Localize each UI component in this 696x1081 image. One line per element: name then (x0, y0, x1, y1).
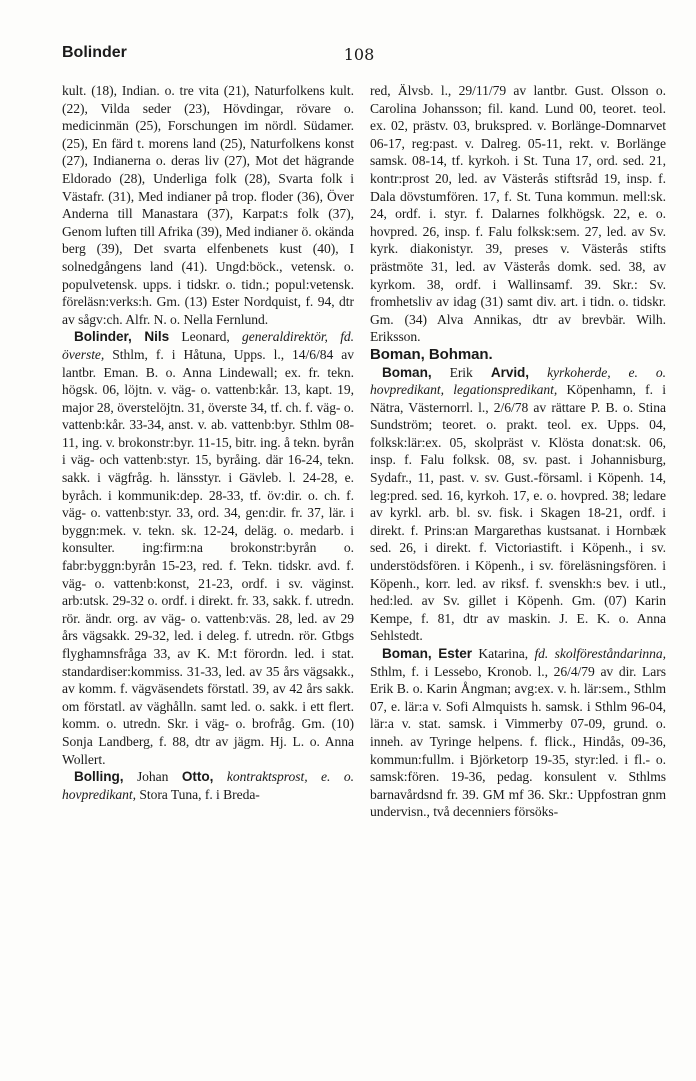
page-header (62, 44, 656, 68)
continued-entry-text: red, Älvsb. l., 29/11/79 av lantbr. Gust. Olsson o. Carolina Johansson; fil. kand. Lund 00, teoret. teol. ex. 02, prästv. 03, brukspred. v. Borlänge-Domnarvet 06-17, reg:past. v. Dalreg. 05-11, rekt. v. Borlänge samsk. 08-14, tf. kyrkoh. i St. Tuna 17, ord. sed. 21, kontr:prost 20, led. av Västerås stiftsråd 19, insp. f. Dala dövstumfören. 17, f. St. Tuna kommun. mell:sk. 24, ordf. i. styr. f. Dalarnes folkhögsk. 22, e. o. hovpred. 26, insp. f. Falu folksk:sem. 27, led. av Sv. kyrk. diakonistyr. 39, preses v. Västerås stifts prästmöte 31, led. av Västerås domk. sed. 38, av kyrkom. 38, ordf. i Wallinsamf. 39. Skr.: Sv. fromhetsliv av idag (31) samt div. art. i tidn. o. tidskr. Gm. (34) Alva Annikas, dtr av brevbär. Wilh. Eriksson. (370, 83, 666, 345)
page-number: 108 (343, 45, 375, 64)
entry-name: Boman, (382, 364, 432, 380)
entry-given-name: Leonard, (181, 329, 230, 345)
entry-name: Bolling, (74, 769, 124, 785)
entry-bolling-otto (62, 768, 354, 803)
entry-name: Boman, Ester (382, 646, 473, 661)
continued-entry-text: kult. (18), Indian. o. tre vita (21), Naturfolkens kult. (22), Vilda seder (23), Hövdingar, rövare o. medicinmän (25), Forschungen im nördl. Südamer. (25), En färd t. morens land (25), Naturfolkens konst (27), Indianerna o. deras liv (27), Mot det hägrande Eldorado (28), Underliga folk (28), Svarta folk i Västafr. (31), Med indianer på trop. floder (36), Över Anderna till Manastara (37), Karpat:s folk (37), Genom luften till Afrika (39), Med indianer ö. okända berg (39), Det svarta elfenbenets kust (40), I solnedgångens land (41). Ungd:böck., vetensk. o. populvetensk. upps. i tidskr. o. tidn.; popul:vetensk. föreläsn:verks:h. Gm. (13) Ester Nordquist, f. 94, dtr av sågv:ch. Alfr. N. o. Nella Fernlund. (62, 83, 354, 327)
running-head: Bolinder (62, 44, 127, 61)
entry-given-name-bold: Otto, (181, 769, 214, 785)
entry-given-name: Johan (136, 769, 169, 785)
entry-title: kontraktsprost, e. o. hovpredikant, (62, 769, 354, 802)
entry-given-name: Katarina, (478, 646, 529, 661)
entry-text: Stora Tuna, f. i Breda- (139, 786, 260, 802)
entry-title: fd. skolföreståndarinna, (534, 646, 667, 661)
entry-text: Sthlm, f. i Håtuna, Upps. l., 14/6/84 av lantbr. Eman. B. o. Anna Lindewall; ex. fr. tekn. högsk. 06, löjtn. v. väg- o. vattenb:kår. 13, kapt. 19, major 28, överstelöjtn. 31, överste 34, tf. ch. f. väg- o. vattenb:kår. 33-34, anst. v. ab. vattenb:byr. Sthlm 08-11, ing. v. brokonstr:byr. 11-15, bitr. ing. å tekn. byrån i väg- och vattenb:styr. 15, byråing. där 16-24, tekn. sakk. i vägfråg. h. länsstyr. i Gävleb. l. 24-28, e. byråch. i kommunik:dep. 28-33, tf. öv:dir. o. ch. f. väg- o. vattenb:styr. 33, ord. 34, gen:dir. fr. 37, lär. i byggn:mek. v. tekn. sk. 12-24, deläg. o. medarb. i konsulter. ing:firm:na brokonstr:byrån o. fabr:byggn:byrån 15-23, red. f. Tekn. tidskr. avd. f. väg- o. vattenb:konst, 21-23, ordf. i sv. väginst. arb:utsk. 29-32 o. ordf. i direkt. fr. 33, sakk. f. utredn. rör. ändr. org. av väg- o. vattenb:väs. 28, led. av 29 års vägsakk. 29-32, led. i deleg. f. utredn. rör. Gtbgs flyghamnsfråga 33, av K. M:t förordn. led. i stat. standardiser:kommiss. 31-33, led. av 35 års vägsakk., av komm. f. vägväsendets förstatl. 39, av 42 års sakk. om förstatl. av väghålln. samt led. o. sakk. i ett flert. komm. o. utredn. Skr. i väg- o. brofråg. Gm. (10) Sonja Landberg, f. 88, dtr av jägm. Hj. L. o. Anna Wollert. (62, 346, 354, 767)
entry-given-name: Erik (449, 364, 473, 380)
entry-given-name-bold: Arvid, (490, 364, 530, 380)
left-column (62, 82, 354, 803)
entry-text: Köpenhamn, f. i Nätra, Västernorrl. l., 2/6/78 av rättare P. B. o. Stina Sundström; teoret. o. prakt. teol. ex. Upps. 04, folksk:lär:ex. 05, skolpräst v. Klösta donat:sk. 06, insp. f. Falu folksk. 08, sv. past. i Johannisburg, Sydafr., 11, past. v. sv. Gust.-församl. i Köpenh. 14, leg:pred. sed. 16, kyrkoh. 17, e. o. hovpred. 38; ledare av kyrkl. arb. bl. sv. fisk. i Skagen 18-21, ordf. i direkt. f. Prins:an Margarethas kustsanat. i Hornbæk sed. 26, i direkt. f. Victoriastift. i Köpenh., i sv. understödsfören. i Köpenh., i sv. föreläsningsfören. i Köpenh., korr. led. av riksf. f. svenskh:s bev. i utl., hed:led. av Sv. gillet i Köpenh. Gm. (07) Karin Kempe, f. 81, dtr av maskin. J. E. K. o. Anna Sehlstedt. (370, 382, 666, 644)
entry-title: generaldirektör, fd. överste, (62, 329, 355, 362)
entry-name: Bolinder, Nils (74, 329, 170, 345)
entry-text: Sthlm, f. i Lessebo, Kronob. l., 26/4/79 av dir. Lars Erik B. o. Karin Ångman; avg:ex. v. h. lär:sem., Sthlm 07, e. lär:a v. Sofi Almquists h. samsk. i Sthlm 96-04, lär:a v. stat. samsk. i Vimmerby 07-09, grund. o. inneh. av Tyringe helpens. f. flick., Hindås, 09-36, kommun:fullm. i Björketorp 19-35, styr:led. i fl.- o. samsk:fören. 19-36, pedag. konsulent v. Sthlms barnavårdsnd fr. 39. GM mf 36. Skr.: Uppfostran gnm undervisn., två decenniers försöks- (370, 663, 666, 820)
entry-boman-arvid (370, 364, 666, 646)
entry-boman-ester (370, 645, 666, 821)
entry-bolinder-nils (62, 328, 354, 768)
entry-title: kyrkoherde, e. o. hovpredikant, legationspredikant, (370, 364, 666, 398)
right-column (370, 82, 666, 821)
section-heading: Boman, Bohman. (370, 345, 493, 363)
